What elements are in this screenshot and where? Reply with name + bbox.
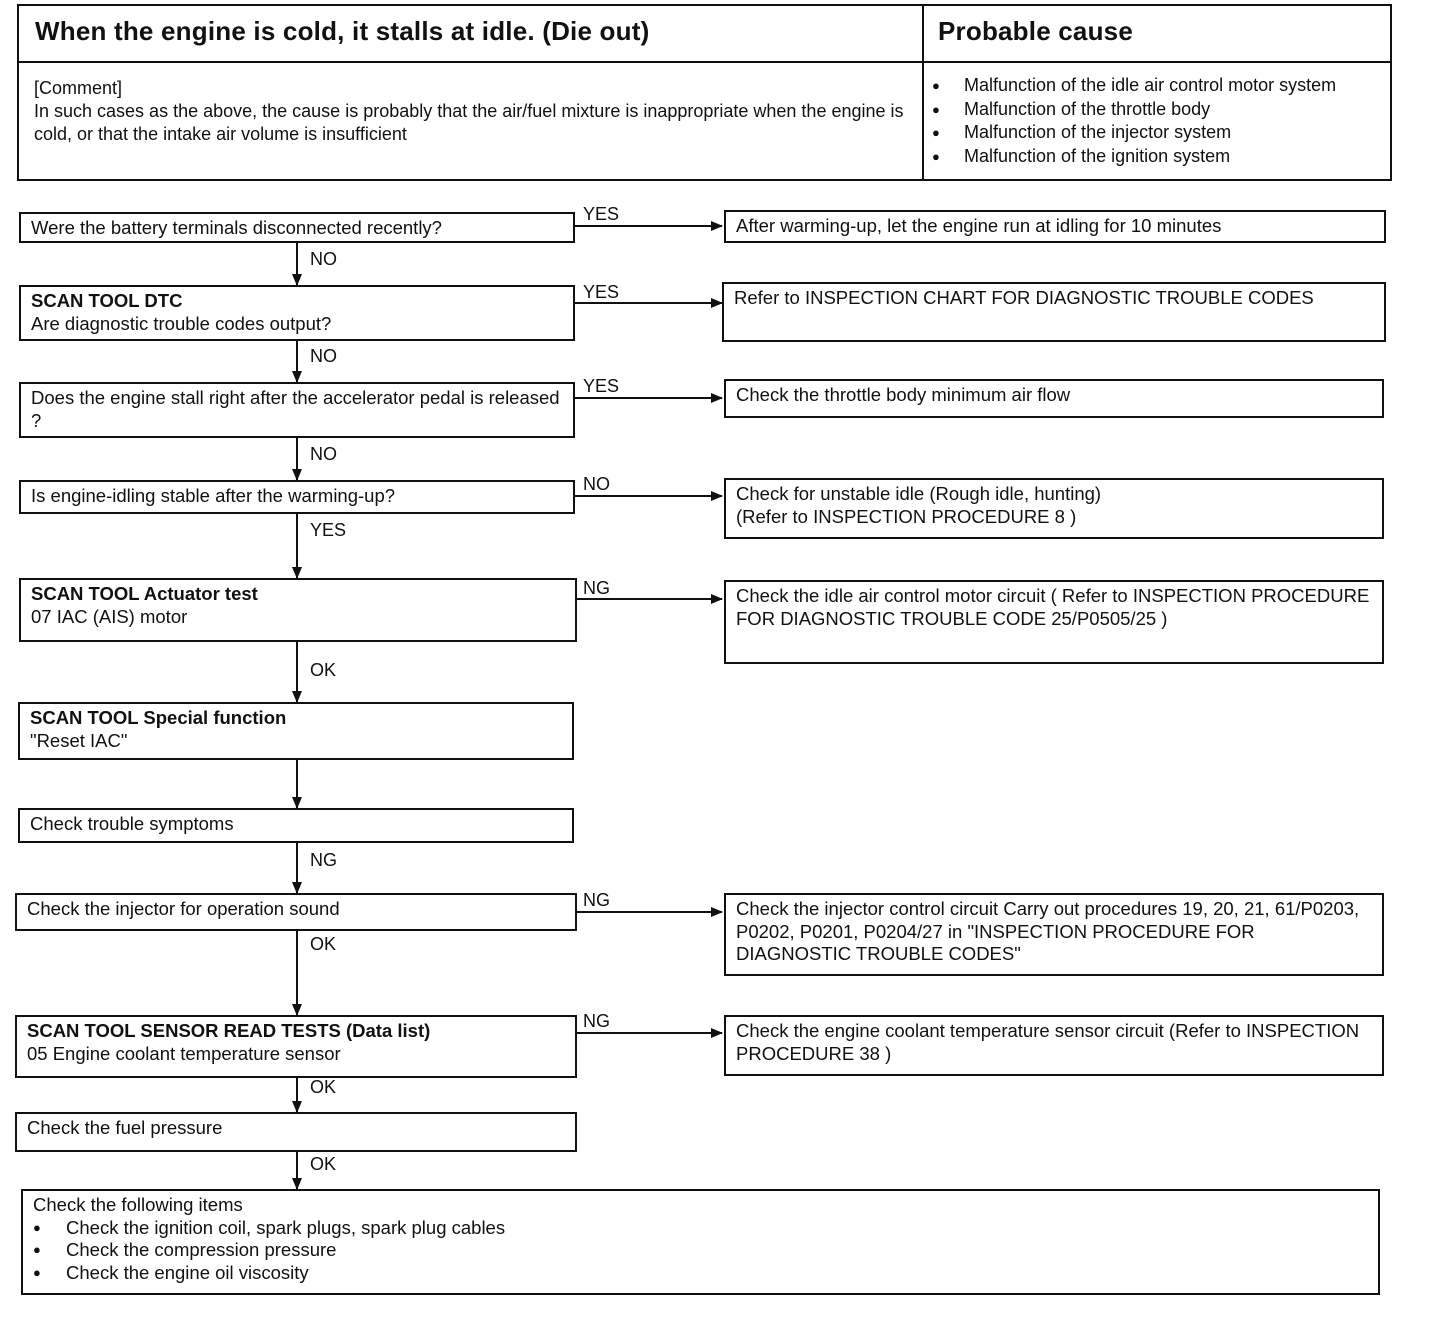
- label-yes: YES: [583, 282, 620, 302]
- final-item: ● Check the compression pressure: [33, 1239, 1368, 1262]
- cause-item: ● Malfunction of the ignition system: [930, 145, 1385, 169]
- label-yes: YES: [583, 376, 620, 396]
- result-inspection-chart: Refer to INSPECTION CHART FOR DIAGNOSTIC TROUBLE CODES: [722, 282, 1386, 342]
- probable-cause-heading: Probable cause: [938, 16, 1133, 46]
- final-item: ● Check the ignition coil, spark plugs, spark plug cables: [33, 1217, 1368, 1240]
- final-item: ● Check the engine oil viscosity: [33, 1262, 1368, 1285]
- label-no: NO: [310, 249, 337, 269]
- label-yes: YES: [310, 520, 347, 540]
- result-warm-up-idle: After warming-up, let the engine run at idling for 10 minutes: [724, 210, 1386, 243]
- result-unstable-idle: Check for unstable idle (Rough idle, hunting) (Refer to INSPECTION PROCEDURE 8 ): [724, 478, 1384, 539]
- label-yes: YES: [583, 204, 620, 224]
- step-injector-sound: Check the injector for operation sound: [15, 893, 577, 931]
- label-no: NO: [310, 444, 337, 464]
- comment-label: [Comment]: [34, 78, 123, 98]
- cause-item: ● Malfunction of the idle air control motor system: [930, 74, 1385, 98]
- step-actuator-test: SCAN TOOL Actuator test 07 IAC (AIS) motor: [19, 578, 577, 642]
- label-ok: OK: [310, 1154, 337, 1174]
- step-special-function: SCAN TOOL Special function "Reset IAC": [18, 702, 574, 760]
- step-fuel-pressure: Check the fuel pressure: [15, 1112, 577, 1152]
- cause-item: ● Malfunction of the throttle body: [930, 98, 1385, 122]
- result-injector-circuit: Check the injector control circuit Carry out procedures 19, 20, 21, 61/P0203, P0202, P0201, P0204/27 in "INSPECTION PROCEDURE FOR DIAGNOSTIC TROUBLE CODES": [724, 893, 1384, 976]
- step-check-following-items: [21, 1189, 1380, 1295]
- final-checklist: [33, 1217, 1368, 1285]
- label-ng: NG: [583, 890, 610, 910]
- label-no: NO: [310, 346, 337, 366]
- step-accelerator-question: Does the engine stall right after the accelerator pedal is released ?: [19, 382, 575, 438]
- label-ok: OK: [310, 660, 337, 680]
- label-ng: NG: [583, 1011, 610, 1031]
- label-ok: OK: [310, 1077, 337, 1097]
- label-no: NO: [583, 474, 610, 494]
- label-ng: NG: [583, 578, 610, 598]
- label-ok: OK: [310, 934, 337, 954]
- final-heading: Check the following items: [33, 1194, 243, 1215]
- step-scan-tool-dtc: SCAN TOOL DTC Are diagnostic trouble codes output?: [19, 285, 575, 341]
- result-coolant-sensor: Check the engine coolant temperature sensor circuit (Refer to INSPECTION PROCEDURE 38 ): [724, 1015, 1384, 1076]
- step-check-trouble-symptoms: Check trouble symptoms: [18, 808, 574, 843]
- step-idling-stable-question: Is engine-idling stable after the warming-up?: [19, 480, 575, 514]
- comment-text: In such cases as the above, the cause is probably that the air/fuel mixture is inappropriate when the engine is cold, or that the intake air volume is insufficient: [34, 101, 904, 144]
- cause-item: ● Malfunction of the injector system: [930, 121, 1385, 145]
- page-title: When the engine is cold, it stalls at idle. (Die out): [35, 16, 650, 46]
- result-iac-circuit: Check the idle air control motor circuit ( Refer to INSPECTION PROCEDURE FOR DIAGNOSTIC TROUBLE CODE 25/P0505/25 ): [724, 580, 1384, 664]
- step-sensor-read-tests: SCAN TOOL SENSOR READ TESTS (Data list) 05 Engine coolant temperature sensor: [15, 1015, 577, 1078]
- step-battery-question: Were the battery terminals disconnected recently?: [19, 212, 575, 243]
- result-throttle-body: Check the throttle body minimum air flow: [724, 379, 1384, 418]
- label-ng: NG: [310, 850, 337, 870]
